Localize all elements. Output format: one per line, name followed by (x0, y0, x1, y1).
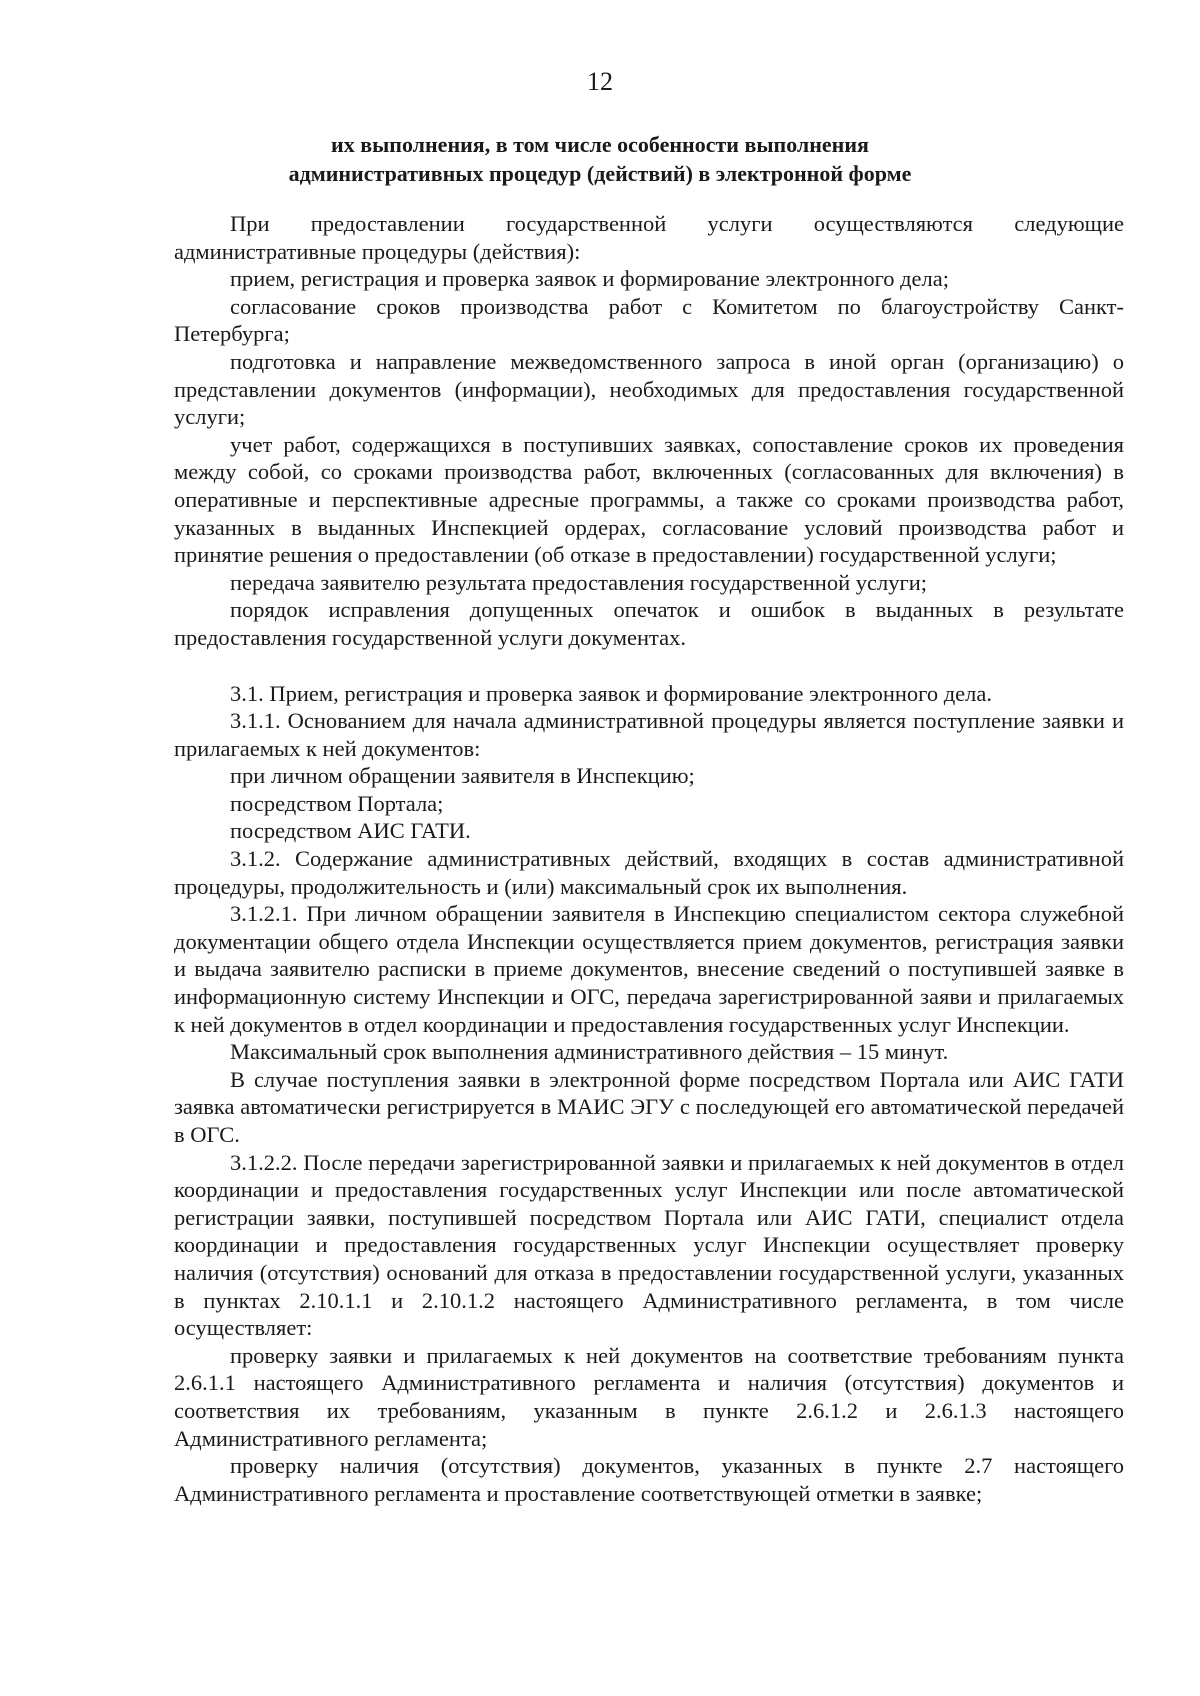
paragraph-list-item: подготовка и направление межведомственного запроса в иной орган (организацию) о представлении документов (информации), необходимых для предоставления государственной услуги; (174, 348, 1124, 430)
paragraph-list-item: при личном обращении заявителя в Инспекцию; (230, 763, 695, 789)
paragraph-list-item: посредством АИС ГАТИ. (230, 818, 471, 844)
paragraph-list-item: согласование сроков производства работ с Комитетом по благоустройству Санкт-Петербурга; (174, 293, 1124, 347)
paragraph-intro: При предоставлении государственной услуги осуществляются следующие административные процедуры (действия): (174, 211, 1124, 264)
paragraph-section-3-1: 3.1. Прием, регистрация и проверка заявок и формирование электронного дела. (230, 680, 992, 706)
paragraph-max-time: Максимальный срок выполнения административного действия – 15 минут. (230, 1039, 949, 1065)
heading-line-1: их выполнения, в том числе особенности выполнения (331, 132, 869, 157)
paragraph-list-item: проверку наличия (отсутствия) документов, указанных в пункте 2.7 настоящего Административного регламента и проставление соответствующей отметки в заявке; (174, 1453, 1124, 1506)
heading-line-2: административных процедур (действий) в электронной форме (288, 161, 912, 186)
section-heading (170, 130, 1030, 188)
paragraph-list-item: учет работ, содержащихся в поступивших заявках, сопоставление сроков их проведения между собой, со сроками производства работ, включенных (согласованных для включения) в оперативные и перспективные адресные программы, а также со сроками производства работ, указанных в выданных Инспекцией ордерах, согласование условий производства работ и принятие решения о предоставлении (об отказе в предоставлении) государственной услуги; (174, 431, 1124, 568)
paragraph-section-3-1-2-1: 3.1.2.1. При личном обращении заявителя в Инспекцию специалистом сектора служебной документации общего отдела Инспекции осуществляется прием документов, регистрация заявки и выдача заявителю расписки в приеме документов, внесение сведений о поступившей заявке в информационную систему Инспекции и ОГС, передача зарегистрированной заяви и прилагаемых к ней документов в отдел координации и предоставления государственных услуг Инспекции. (174, 901, 1124, 1037)
paragraph-electronic-case: В случае поступления заявки в электронной форме посредством Портала или АИС ГАТИ заявка автоматически регистрируется в МАИС ЭГУ с последующей его автоматической передачей в ОГС. (174, 1066, 1124, 1147)
paragraph-list-item: проверку заявки и прилагаемых к ней документов на соответствие требованиям пункта 2.6.1.1 настоящего Административного регламента и наличия (отсутствия) документов и соответствия их требованиям, указанным в пункте 2.6.1.2 и 2.6.1.3 настоящего Административного регламента; (174, 1342, 1124, 1451)
paragraph-section-3-1-1: 3.1.1. Основанием для начала административной процедуры является поступление заявки и прилагаемых к ней документов: (174, 708, 1124, 761)
document-body (174, 210, 1124, 1507)
paragraph-list-item: передача заявителю результата предоставления государственной услуги; (230, 569, 927, 595)
paragraph-list-item: порядок исправления допущенных опечаток и ошибок в выданных в результате предоставления государственной услуги документах. (174, 597, 1124, 650)
paragraph-gap (174, 652, 1124, 680)
paragraph-list-item: посредством Портала; (230, 790, 444, 816)
paragraph-list-item: прием, регистрация и проверка заявок и формирование электронного дела; (230, 266, 950, 292)
paragraph-section-3-1-2: 3.1.2. Содержание административных действий, входящих в состав административной процедуры, продолжительность и (или) максимальный срок их выполнения. (174, 846, 1124, 899)
page-number: 12 (587, 67, 613, 96)
paragraph-section-3-1-2-2: 3.1.2.2. После передачи зарегистрированной заявки и прилагаемых к ней документов в отдел координации и предоставления государственных услуг Инспекции или после автоматической регистрации заявки, поступившей посредством Портала или АИС ГАТИ, специалист отдела координации и предоставления государственных услуг Инспекции осуществляет проверку наличия (отсутствия) оснований для отказа в предоставлении государственной услуги, указанных в пунктах 2.10.1.1 и 2.10.1.2 настоящего Административного регламента, в том числе осуществляет: (174, 1149, 1124, 1341)
